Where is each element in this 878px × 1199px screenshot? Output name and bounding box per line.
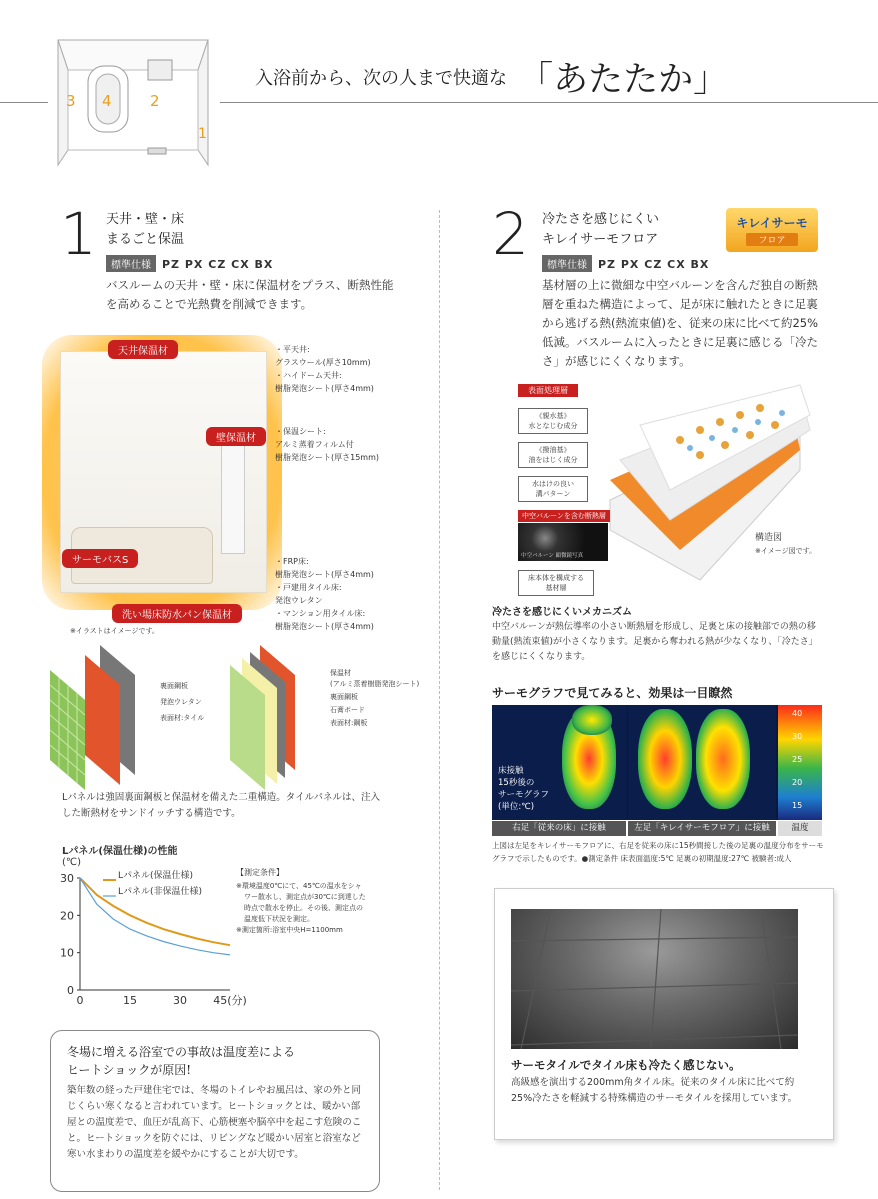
cap-temp: 温度 <box>778 821 822 836</box>
heatshock-title-line2: ヒートショックが原因! <box>67 1063 192 1077</box>
plan-number-3: 3 <box>66 92 76 110</box>
tile-panel-diagram <box>40 640 250 790</box>
overlay-4: (単位:℃) <box>498 802 535 812</box>
floor-structure-diagram <box>500 380 830 600</box>
illustration-note: ※イラストはイメージです。 <box>70 627 159 635</box>
foot-left-1 <box>638 709 692 809</box>
label-steel-surface: 表面材:鋼板 <box>330 719 368 727</box>
balloon-photo <box>518 523 608 561</box>
note-wall-1: ・保温シート: <box>275 427 326 436</box>
thermo-note: 上図は左足をキレイサーモフロアに、右足を従来の床に15秒間接した後の足裏の温度分布をサーモグラフで示したものです。●測定条件 床表面温度:5℃ 足裏の初期温度:27℃ 被験者:成人 <box>492 841 824 863</box>
section2-spec <box>542 253 709 272</box>
tile-photo <box>511 909 798 1049</box>
note-ceiling-4: 樹脂発泡シート(厚さ4mm) <box>275 384 374 393</box>
scale-15: 15 <box>792 801 803 810</box>
chart-x-tick-label: 30 <box>173 994 187 1007</box>
label-hydrophilic <box>518 408 588 434</box>
label-back-steel: 裏面鋼板 <box>160 682 188 690</box>
section1-spec <box>106 253 273 272</box>
section1-number: 1 <box>60 200 97 268</box>
label-gypsum: 石膏ボード <box>330 706 365 714</box>
legend-non-insulated: Lパネル(非保温仕様) <box>118 887 203 897</box>
heatshock-title <box>67 1043 295 1079</box>
section2-spec-tag: 標準仕様 <box>542 255 592 272</box>
conditions-2: ワー散水し、測定点が30℃に到達した <box>244 893 366 901</box>
thermo-right-panel <box>628 705 776 820</box>
scale-25: 25 <box>792 755 803 764</box>
note-floor-5: ・マンション用タイル床: <box>275 609 366 618</box>
section1-body: バスルームの天井・壁・床に保温材をプラス、断熱性能を高めることで光熱費を削減できます。 <box>106 278 394 311</box>
section1-title-line1: 天井・壁・床 <box>106 212 185 227</box>
groove-a: 水はけの良い <box>532 480 574 488</box>
plan-number-4: 4 <box>102 92 112 110</box>
thermo-title: サーモグラフで見てみると、効果は一目瞭然 <box>492 686 733 700</box>
chart-x-tick-label: 0 <box>76 994 84 1007</box>
floor-notes <box>275 555 374 633</box>
section2-models: PZ PX CZ CX BX <box>598 258 710 271</box>
label-wall-insulation: 壁保温材 <box>206 427 266 446</box>
label-thermo-bath: サーモバスS <box>62 549 138 568</box>
note-floor-3: ・戸建用タイル床: <box>275 583 342 592</box>
oil-repellent-a: 《撥油基》 <box>535 446 571 454</box>
chart-conditions <box>236 867 386 936</box>
thermograph-image <box>492 705 822 820</box>
section1-models: PZ PX CZ CX BX <box>162 258 274 271</box>
conditions-title: 【測定条件】 <box>236 868 284 877</box>
note-ceiling-3: ・ハイドーム天井: <box>275 371 342 380</box>
chart-legend <box>118 868 202 900</box>
logo-text: キレイサーモ <box>736 216 808 230</box>
tile-title: サーモタイルでタイル床も冷たく感じない。 <box>511 1058 741 1072</box>
plan-number-1: 1 <box>198 126 207 142</box>
balloon-photo-caption: 中空バルーン 顕微鏡写真 <box>521 553 584 559</box>
note-wall-2: アルミ蒸着フィルム付 <box>275 440 354 449</box>
panel-desc: Lパネルは強固裏面鋼板と保温材を備えた二重構造。タイルパネルは、注入した断熱材をサンドイッチする構造です。 <box>62 792 380 819</box>
page-title-prefix: 入浴前から、次の人まで快適な <box>255 68 507 89</box>
hydrophilic-a: 《親水基》 <box>535 412 571 420</box>
label-urethane: 発泡ウレタン <box>160 698 202 706</box>
note-floor-6: 樹脂発泡シート(厚さ4mm) <box>275 622 374 631</box>
note-wall-3: 樹脂発泡シート(厚さ15mm) <box>275 453 380 462</box>
tile-panel-labels <box>160 678 204 726</box>
note-ceiling-1: ・平天井: <box>275 345 310 354</box>
ceiling-notes <box>275 343 374 395</box>
temperature-scale <box>778 705 822 820</box>
chart-x-tick-label: 15 <box>123 994 137 1007</box>
diagram-note: ※イメージ図です。 <box>755 547 817 555</box>
plan-number-2: 2 <box>150 92 160 110</box>
label-floor-insulation: 洗い場床防水パン保温材 <box>112 604 242 623</box>
cap-kirei: 左足「キレイサーモフロア」に接触 <box>628 821 776 836</box>
logo-sub: フロア <box>746 233 798 246</box>
scale-20: 20 <box>792 778 803 787</box>
label-oil-repellent <box>518 442 588 468</box>
l-panel-labels <box>330 668 419 729</box>
chart-x-tick-label: 45(分) <box>213 994 247 1007</box>
bathroom-insulation-illustration <box>42 335 282 610</box>
scale-40: 40 <box>792 709 803 718</box>
chart-y-tick-label: 10 <box>60 946 74 960</box>
tile-panel-svg <box>40 640 250 790</box>
thermo-overlay-text <box>498 765 549 813</box>
scale-30: 30 <box>792 732 803 741</box>
mirror <box>221 442 245 554</box>
label-base-layer <box>518 570 594 596</box>
heatshock-body: 築年数の経った戸建住宅では、冬場のトイレやお風呂は、家の外と同じくらい寒くなると言われています。ヒートショックとは、暖かい部屋との温度差で、血圧が乱高下、心筋梗塞や脳卒中を起こす危険のこと。ヒートショックを防ぐには、リビングなど暖かい居室と浴室など寒い水まわりの温度差を緩やかにすることが大切です。 <box>67 1085 362 1160</box>
label-groove <box>518 476 588 502</box>
cap-conventional: 右足「従来の床」に接触 <box>492 821 626 836</box>
conditions-3: 時点で散水を停止。その後、測定点の <box>244 904 363 912</box>
mechanism-body: 中空バルーンが熱伝導率の小さい断熱層を形成し、足裏と床の接触部での熱の移動量(熱流束値)が小さくなります。足裏から奪われる熱が少なくなり、「冷たさ」を感じにくくなります。 <box>492 622 818 662</box>
section1-spec-tag: 標準仕様 <box>106 255 156 272</box>
page-title-highlight: 「あたたか」 <box>518 60 729 100</box>
tile-grid-svg <box>511 909 798 1049</box>
section2-title-line1: 冷たさを感じにくい <box>542 212 660 227</box>
section1-title-line2: まるごと保温 <box>106 232 185 247</box>
label-tile-surface: 表面材:タイル <box>160 714 205 722</box>
section2-title <box>542 210 659 250</box>
conditions-4: 温度低下状況を測定。 <box>244 915 314 923</box>
label-insulation: 保温材 <box>330 669 351 677</box>
oil-repellent-b: 油をはじく成分 <box>528 456 578 464</box>
l-panel-diagram <box>230 640 430 790</box>
thermo-captions <box>492 821 822 836</box>
column-divider <box>439 210 440 1190</box>
note-floor-2: 樹脂発泡シート(厚さ4mm) <box>275 570 374 579</box>
note-floor-4: 発泡ウレタン <box>275 596 323 605</box>
heatshock-box <box>50 1030 380 1192</box>
chart-title: Lパネル(保温仕様)の性能 <box>62 846 178 857</box>
label-surface-layer: 表面処理層 <box>518 384 578 397</box>
note-floor-1: ・FRP床: <box>275 557 309 566</box>
chart-y-tick-label: 0 <box>67 984 74 997</box>
conditions-5: ※測定箇所:浴室中央H=1100mm <box>236 926 343 934</box>
chart-unit: (℃) <box>62 857 82 868</box>
base-b: 基材層 <box>545 584 567 592</box>
note-ceiling-2: グラスウール(厚さ10mm) <box>275 358 371 367</box>
page-title <box>255 52 728 102</box>
mechanism-title: 冷たさを感じにくいメカニズム <box>492 607 632 618</box>
label-ceiling-insulation: 天井保温材 <box>108 340 178 359</box>
overlay-3: サーモグラフ <box>498 790 550 800</box>
section2-body: 基材層の上に微細な中空バルーンを含んだ独自の断熱層を重ねた構造によって、足が床に触れたときに足裏から逃げる熱(熱流束値)を、従来の床に比べて約25%低減。バスルームに入ったときに足裏に感じる「冷たさ」が感じにくくなります。 <box>542 278 819 368</box>
diagram-title: 構造図 <box>755 533 783 543</box>
label-insulation-detail: (アルミ蒸着樹脂発泡シート) <box>330 680 420 688</box>
conditions-1: ※環境温度0℃にて、45℃の温水をシャ <box>236 882 362 890</box>
section2-number: 2 <box>492 200 529 268</box>
bathroom-plan-illustration <box>48 30 220 170</box>
legend-insulated: Lパネル(保温仕様) <box>118 871 194 881</box>
wall-notes <box>275 425 379 464</box>
overlay-1: 床接触 <box>498 766 524 776</box>
chart-y-tick-label: 30 <box>60 872 74 885</box>
label-back-steel-2: 裏面鋼板 <box>330 693 358 701</box>
overlay-2: 15秒後の <box>498 778 535 788</box>
label-balloon-layer: 中空バルーンを含む断熱層 <box>518 510 610 522</box>
foot-right-2 <box>572 705 612 735</box>
section2-title-line2: キレイサーモフロア <box>542 232 659 247</box>
chart-y-tick-label: 20 <box>60 909 74 923</box>
heatshock-title-line1: 冬場に増える浴室での事故は温度差による <box>67 1045 296 1059</box>
thermo-tile-box <box>494 888 834 1140</box>
foot-left-2 <box>696 709 750 809</box>
section1-title <box>106 210 184 250</box>
base-a: 床本体を構成する <box>528 574 584 582</box>
groove-b: 溝パターン <box>535 490 571 498</box>
kirei-thermo-logo <box>726 208 818 252</box>
hydrophilic-b: 水となじむ成分 <box>528 422 578 430</box>
tile-body: 高級感を演出する200mm角タイル床。従来のタイル床に比べて約25%冷たさを軽減する特殊構造のサーモタイルを採用しています。 <box>511 1077 798 1104</box>
